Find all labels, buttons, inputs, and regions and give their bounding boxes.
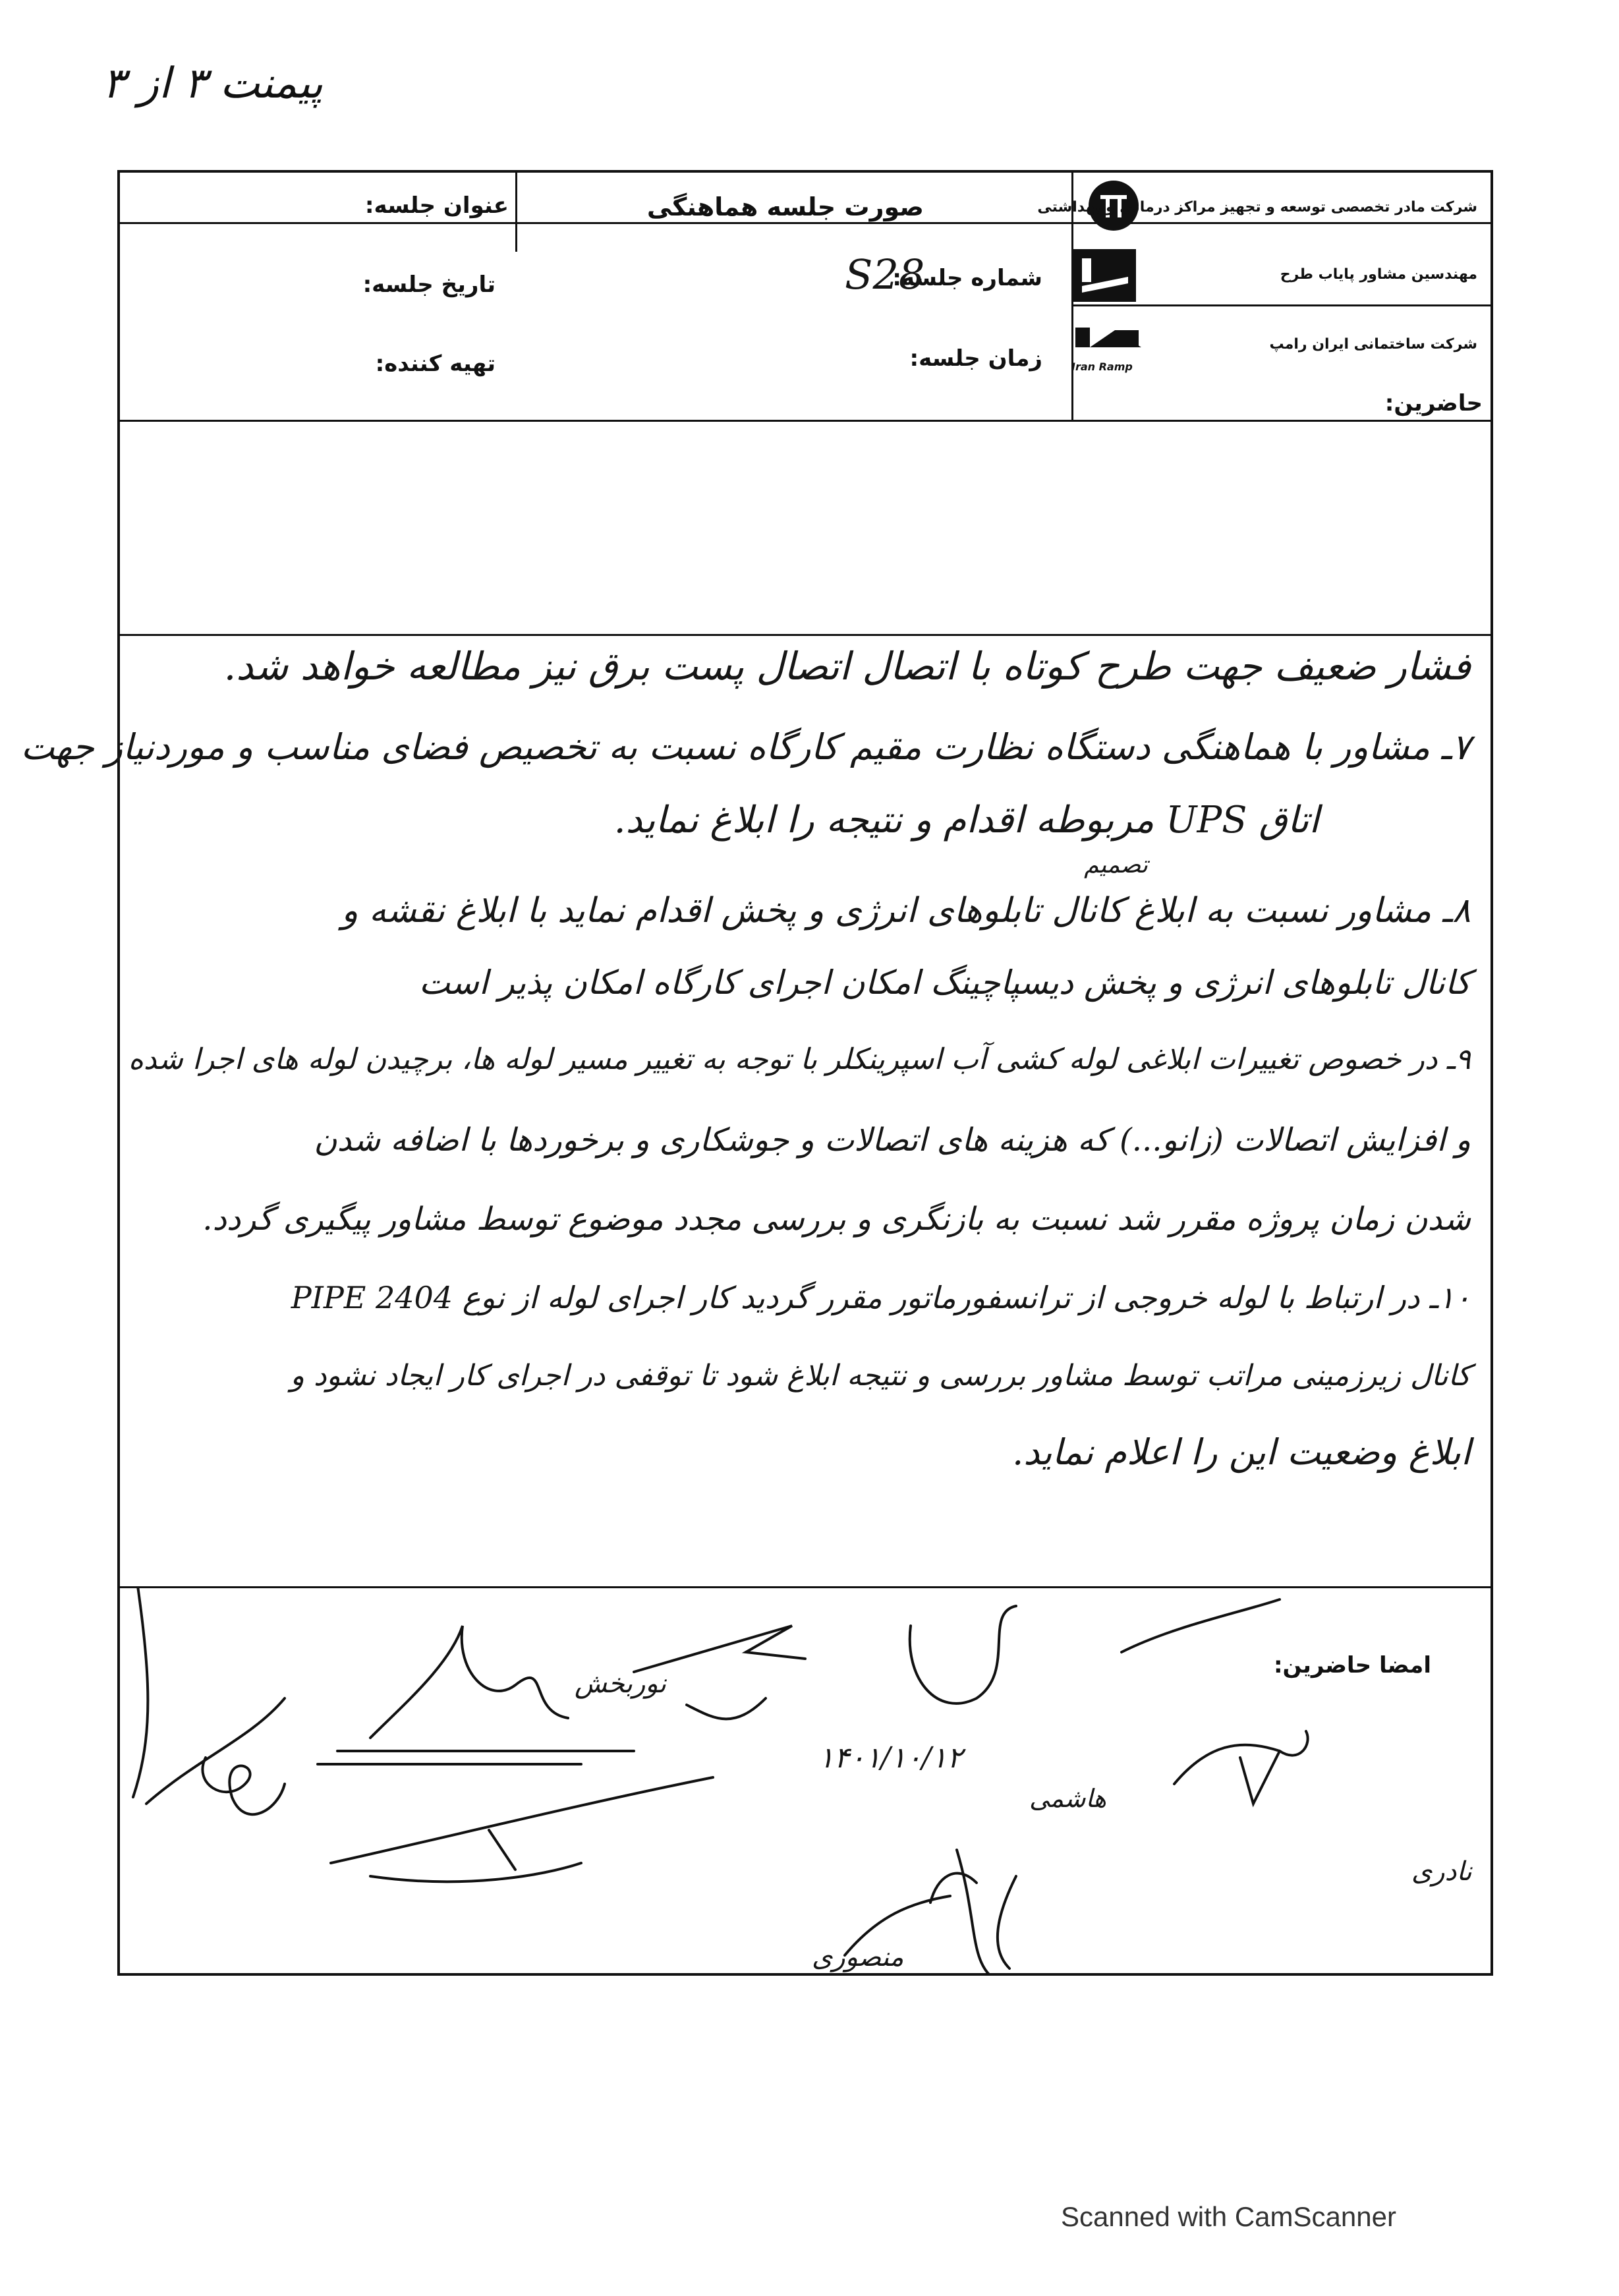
note-item-9-cont: و افزایش اتصالات (زانو...) که هزینه های اتصالات و جوشکاری و برخوردها با اضافه شدن (314, 1122, 1471, 1159)
note-item-10-cont: کانال زیرزمینی مراتب توسط مشاور بررسی و نتیجه ابلاغ شود تا توقفی در اجرای کار ایجاد نشود و (290, 1359, 1471, 1392)
note-item-7-cont: اتاق UPS مربوطه اقدام و نتیجه را ابلاغ نماید. (613, 799, 1319, 842)
meeting-number-label: شماره جلسه: (892, 265, 1042, 291)
prepared-by-label: تهیه کننده: (375, 351, 496, 377)
form-divider (120, 634, 1493, 636)
signatures-label: امضا حاضرین: (1273, 1652, 1431, 1679)
signature-area (120, 1586, 1493, 1975)
note-line: فشار ضعیف جهت طرح کوتاه با اتصال اتصال پست برق نیز مطالعه خواهد شد. (223, 644, 1471, 689)
document-title: صورت جلسه هماهنگی (646, 192, 924, 221)
company-3-name: شرکت ساختمانی ایران رامپ (1269, 336, 1477, 353)
signature-scribbles (120, 1586, 1493, 1975)
signature-name-1: نوربخش (575, 1669, 667, 1699)
note-item-7: ۷ـ مشاور با هماهنگی دستگاه نظارت مقیم کارگاه نسبت به تخصیص فضای مناسب و موردنیاز جهت (20, 726, 1471, 768)
note-item-9: ۹ـ در خصوص تغییرات ابلاغی لوله کشی آب اسپرینکلر با توجه به تغییر مسیر لوله ها، برچیدن لوله های اجرا شده (128, 1043, 1471, 1076)
note-item-9-cont: شدن زمان پروژه مقرر شد نسبت به بازنگری و بررسی مجدد موضوع توسط مشاور پیگیری گردد. (202, 1201, 1471, 1238)
form-divider (120, 222, 1493, 224)
note-item-10: ۱۰ـ در ارتباط با لوله خروجی از ترانسفورماتور مقرر گردید کار اجرای لوله از نوع PIPE 2404 (291, 1280, 1471, 1315)
scanner-watermark: Scanned with CamScanner (1061, 2201, 1396, 2232)
note-item-8: ۸ـ مشاور نسبت به ابلاغ کانال تابلوهای انرژی و پخش اقدام نماید با ابلاغ نقشه و (341, 891, 1471, 931)
form-divider (515, 173, 517, 252)
top-handwritten-note: پیمنت ۳ از ۳ (102, 59, 323, 108)
minutes-form (20, 170, 1493, 1976)
attendees-label: حاضرین: (1384, 390, 1483, 416)
meeting-number-value: S28 (845, 250, 925, 299)
note-item-8-insert: تصمیم (1084, 851, 1148, 878)
form-divider (1071, 304, 1493, 306)
meeting-date-label: تاریخ جلسه: (362, 272, 496, 298)
company-1-name: شرکت مادر تخصصی توسعه و تجهیز مراکز درمانی و بهداشتی (1037, 199, 1477, 215)
iran-ramp-logo-text: Iran Ramp (1071, 360, 1133, 373)
signature-name-3: نادری (1411, 1856, 1472, 1887)
form-divider (120, 420, 1493, 422)
signature-date: ۱۴۰۱/۱۰/۱۲ (818, 1741, 963, 1775)
note-item-8-cont: کانال تابلوهای انرژی و پخش دیسپاچینگ امکان اجرای کارگاه امکان پذیر است (418, 963, 1471, 1002)
meeting-time-label: زمان جلسه: (909, 345, 1042, 372)
meeting-title-label: عنوان جلسه: (364, 192, 509, 219)
signature-name-2: هاشمی (1029, 1784, 1107, 1813)
company-2-name: مهندسین مشاور پایاب طرح (1280, 266, 1477, 283)
note-item-10-cont: ابلاغ وضعیت این را اعلام نماید. (1012, 1431, 1471, 1473)
payab-square-logo-icon (1069, 245, 1141, 304)
signature-name-4: منصوری (812, 1942, 904, 1972)
